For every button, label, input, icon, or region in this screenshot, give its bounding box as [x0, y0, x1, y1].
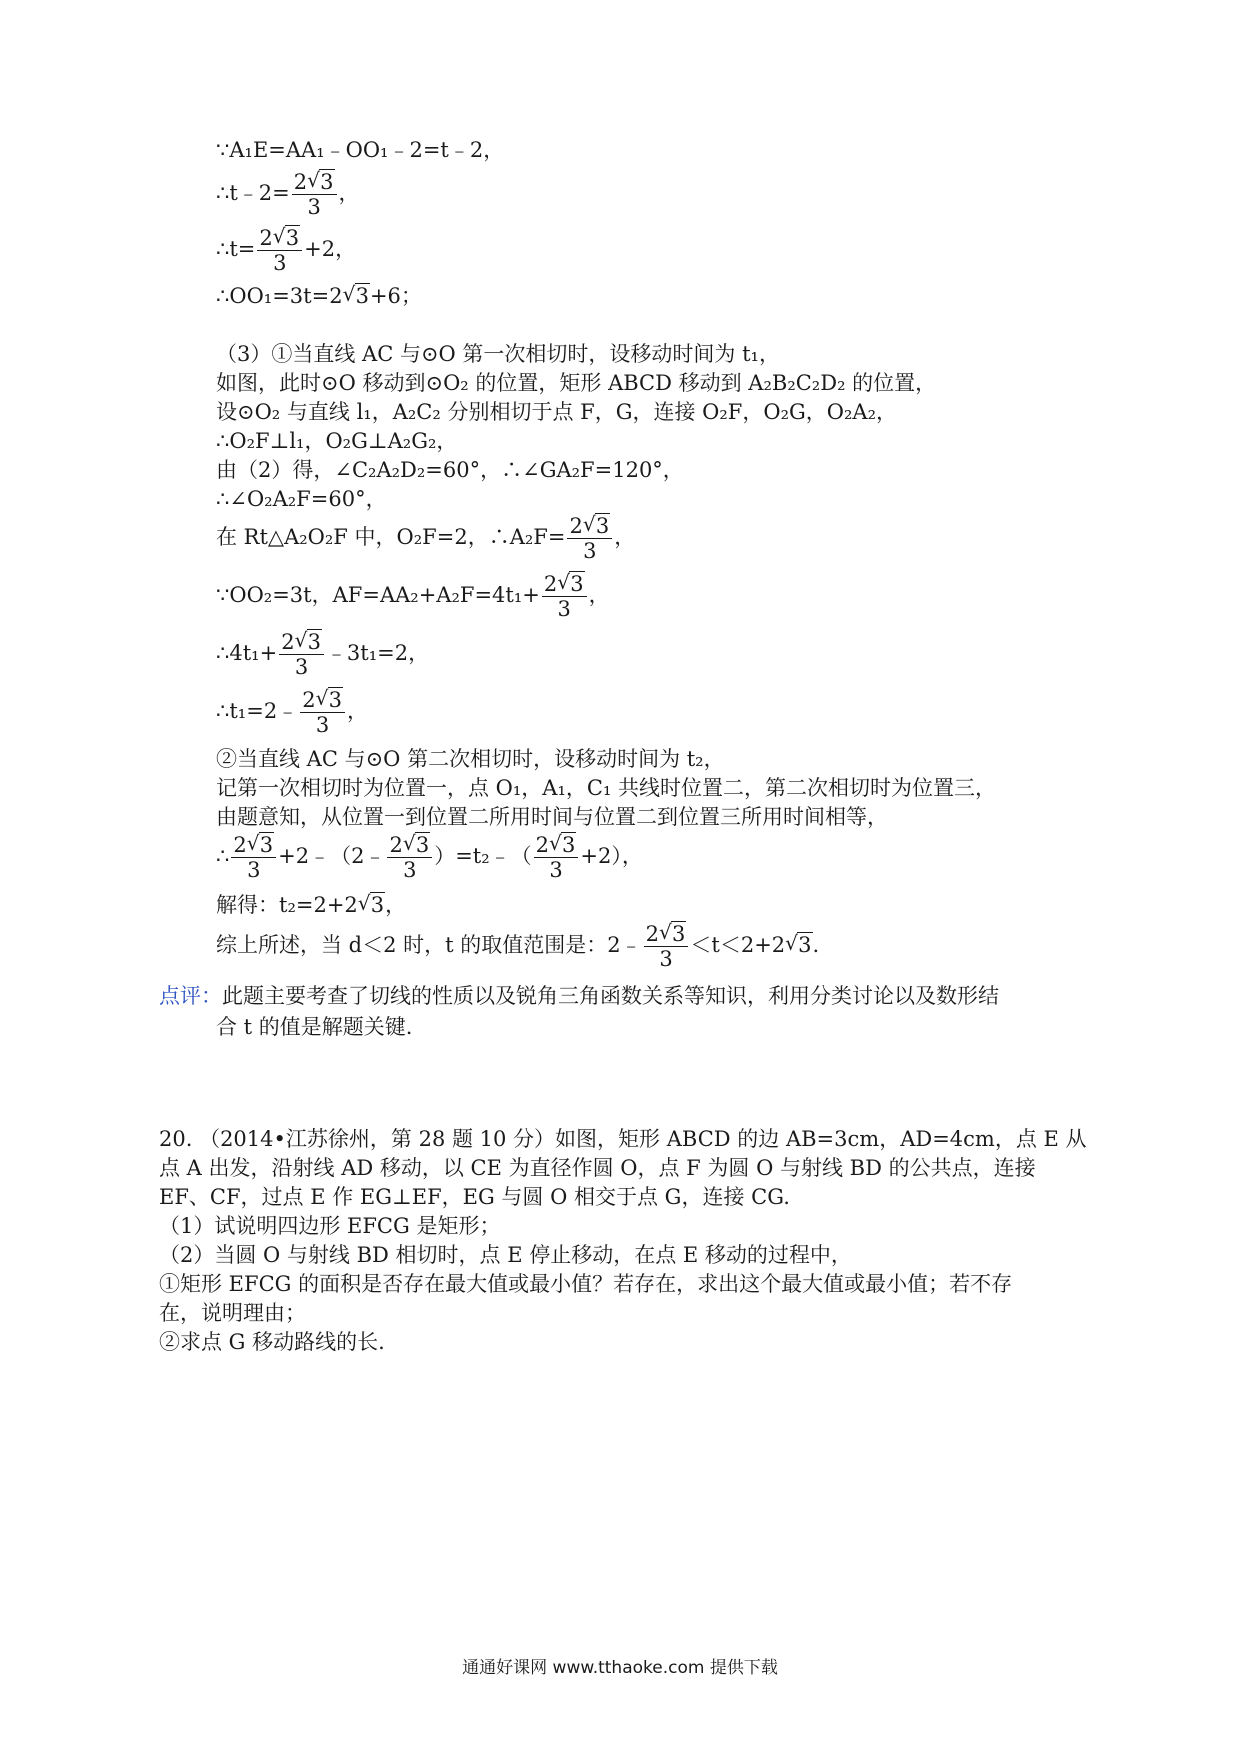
- fraction: $\frac{2√ 3}{3}$: [534, 833, 579, 882]
- solution-line: ∴4t₁+ $\frac{2√ 3}{3}$ ﹣3t₁=2，: [216, 630, 429, 679]
- fraction: $\frac{2√ 3}{3}$: [644, 922, 689, 971]
- sqrt: √ 3: [785, 933, 812, 957]
- fraction: $\frac{2√ 3}{3}$: [292, 170, 337, 219]
- solution-line: ∴t= $\frac{2√ 3}{3}$ +2，: [216, 226, 356, 275]
- comment-line: 点评：此题主要考查了切线的性质以及锐角三角函数关系等知识，利用分类讨论以及数形结: [159, 984, 999, 1008]
- fraction: $\frac{2√ 3}{3}$: [542, 572, 587, 621]
- fraction: $\frac{2√ 3}{3}$: [567, 514, 612, 563]
- problem-line: 点 A 出发，沿射线 AD 移动，以 CE 为直径作圆 O，点 F 为圆 O 与射线 BD 的公共点，连接: [159, 1156, 1036, 1180]
- solution-line: 由（2）得，∠C₂A₂D₂=60°，∴∠GA₂F=120°，: [216, 458, 684, 482]
- problem-line: ①矩形 EFCG 的面积是否存在最大值或最小值？若存在，求出这个最大值或最小值；若不存: [159, 1272, 1013, 1296]
- sqrt: √ 3: [343, 284, 370, 308]
- problem-line: （2）当圆 O 与射线 BD 相切时，点 E 停止移动，在点 E 移动的过程中，: [159, 1243, 852, 1267]
- solution-line: 由题意知，从位置一到位置二所用时间与位置二到位置三所用时间相等，: [216, 805, 888, 829]
- solution-line: 解得：t₂=2+2√ 3，: [216, 893, 406, 917]
- problem-line: 在，说明理由；: [159, 1301, 306, 1325]
- solution-line: 在 Rt△A₂O₂F 中，O₂F=2，∴A₂F= $\frac{2√ 3}{3}$ ，: [216, 514, 635, 563]
- solution-line: ∵OO₂=3t，AF=AA₂+A₂F=4t₁+ $\frac{2√ 3}{3}$ ，: [216, 572, 610, 621]
- solution-line: ∴O₂F⊥l₁，O₂G⊥A₂G₂，: [216, 429, 458, 453]
- solution-line: ∴t₁=2﹣ $\frac{2√ 3}{3}$ ，: [216, 688, 368, 737]
- solution-line: 记第一次相切时为位置一，点 O₁，A₁，C₁ 共线时位置二，第二次相切时为位置三，: [216, 776, 997, 800]
- fraction: $\frac{2√ 3}{3}$: [300, 688, 345, 737]
- comment-line: 合 t 的值是解题关键.: [216, 1015, 413, 1039]
- comment-label: 点评：: [159, 984, 222, 1008]
- problem-line: 20. （2014•江苏徐州，第 28 题 10 分）如图，矩形 ABCD 的边 AB=3cm，AD=4cm，点 E 从: [159, 1127, 1087, 1151]
- solution-line: ∴ $\frac{2√ 3}{3}$ +2﹣（2﹣ $\frac{2√ 3}{3}$ ）=t₂﹣（ $\frac{2√ 3}{3}$ +2），: [216, 833, 643, 882]
- solution-line: ∵A₁E=AA₁﹣OO₁﹣2=t﹣2，: [216, 138, 505, 162]
- fraction: $\frac{2√ 3}{3}$: [387, 833, 432, 882]
- page-footer: 通通好课网 www.tthaoke.com 提供下载: [462, 1658, 778, 1678]
- solution-line: ②当直线 AC 与⊙O 第二次相切时，设移动时间为 t₂，: [216, 747, 725, 771]
- fraction: $\frac{2√ 3}{3}$: [231, 833, 276, 882]
- fraction: $\frac{2√ 3}{3}$: [279, 630, 324, 679]
- problem-line: （1）试说明四边形 EFCG 是矩形；: [159, 1214, 501, 1238]
- fraction: $\frac{2√ 3}{3}$: [257, 226, 302, 275]
- solution-line: 设⊙O₂ 与直线 l₁，A₂C₂ 分别相切于点 F，G，连接 O₂F，O₂G，O₂A₂，: [216, 400, 897, 424]
- solution-line: ∴∠O₂A₂F=60°，: [216, 487, 387, 511]
- sqrt: √ 3: [358, 893, 385, 917]
- solution-line: 综上所述，当 d＜2 时，t 的取值范围是：2﹣ $\frac{2√ 3}{3}$ ＜t＜2+2√ 3.: [216, 922, 819, 971]
- solution-line: ∴OO₁=3t=2√ 3+6；: [216, 284, 422, 308]
- solution-line: 如图，此时⊙O 移动到⊙O₂ 的位置，矩形 ABCD 移动到 A₂B₂C₂D₂ 的位置，: [216, 371, 937, 395]
- problem-line: ②求点 G 移动路线的长.: [159, 1330, 385, 1354]
- solution-line: （3）①当直线 AC 与⊙O 第一次相切时，设移动时间为 t₁，: [216, 342, 780, 366]
- problem-line: EF、CF，过点 E 作 EG⊥EF，EG 与圆 O 相交于点 G，连接 CG.: [159, 1185, 790, 1209]
- solution-line: ∴t﹣2= $\frac{2√ 3}{3}$ ，: [216, 170, 360, 219]
